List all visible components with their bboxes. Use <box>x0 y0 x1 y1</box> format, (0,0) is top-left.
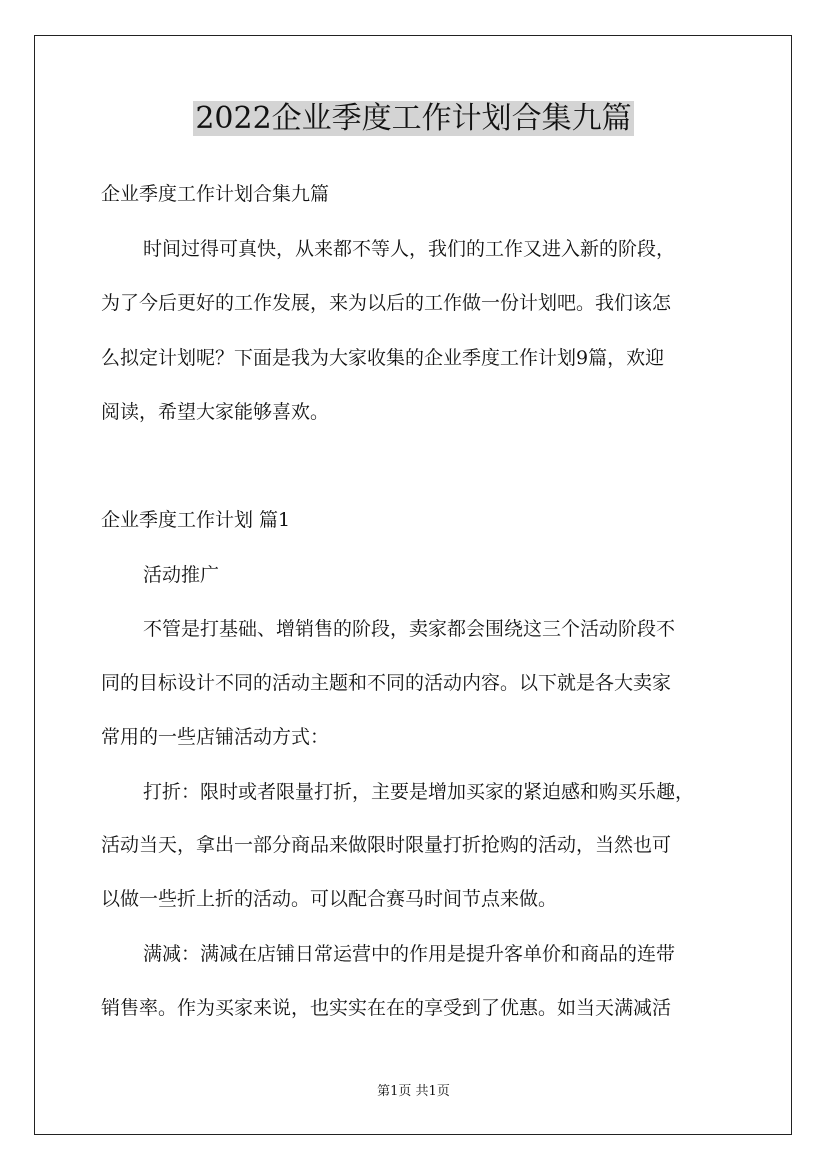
intro-line-4: 阅读，希望大家能够喜欢。 <box>101 401 330 423</box>
document-title-text: 2022企业季度工作计划合集九篇 <box>195 101 632 136</box>
document-subtitle: 企业季度工作计划合集九篇 <box>101 183 330 205</box>
body-line-3: 常用的一些店铺活动方式： <box>101 726 330 748</box>
intro-line-1: 时间过得可真快，从来都不等人，我们的工作又进入新的阶段， <box>143 238 676 260</box>
section-heading: 企业季度工作计划 篇1 <box>101 509 291 531</box>
body-line-1: 不管是打基础、增销售的阶段，卖家都会围绕这三个活动阶段不 <box>143 618 676 640</box>
body-line-8: 销售率。作为买家来说，也实实在在的享受到了优惠。如当天满减活 <box>101 997 672 1019</box>
body-line-2: 同的目标设计不同的活动主题和不同的活动内容。以下就是各大卖家 <box>101 672 672 694</box>
intro-line-2: 为了今后更好的工作发展，来为以后的工作做一份计划吧。我们该怎 <box>101 292 672 314</box>
page-indicator: 第1页 共1页 <box>377 1084 450 1099</box>
body-line-4: 打折：限时或者限量打折，主要是增加买家的紧迫感和购买乐趣， <box>143 781 695 803</box>
body-line-6: 以做一些折上折的活动。可以配合赛马时间节点来做。 <box>101 888 558 910</box>
body-line-7: 满减：满减在店铺日常运营中的作用是提升客单价和商品的连带 <box>143 943 676 965</box>
document-title <box>0 97 827 141</box>
body-line-5: 活动当天，拿出一部分商品来做限时限量打折抢购的活动，当然也可 <box>101 834 672 856</box>
intro-line-3: 么拟定计划呢？下面是我为大家收集的企业季度工作计划9篇，欢迎 <box>101 347 665 369</box>
sub-heading: 活动推广 <box>143 564 220 586</box>
